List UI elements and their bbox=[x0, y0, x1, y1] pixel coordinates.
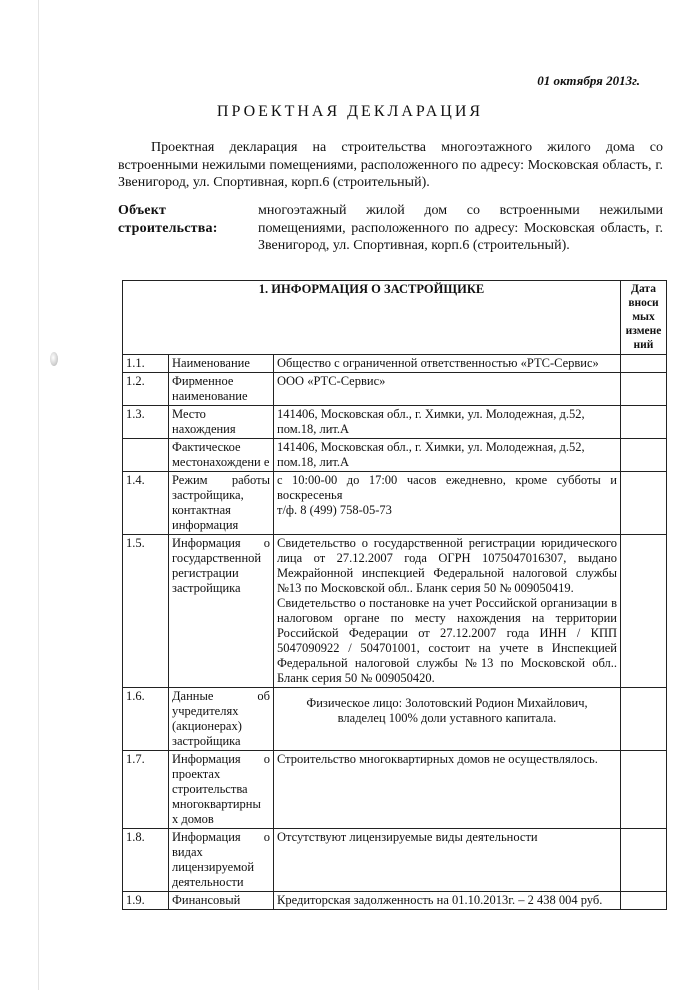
object-paragraph bbox=[118, 202, 663, 255]
row-name: Режим работы застройщика, контактная информация bbox=[169, 472, 274, 535]
row-name: Информация о государственной регистрации застройщика bbox=[169, 535, 274, 688]
row-number: 1.8. bbox=[123, 829, 169, 892]
row-value bbox=[274, 535, 621, 688]
table-row bbox=[123, 472, 667, 535]
row-date bbox=[621, 406, 667, 439]
row-date bbox=[621, 355, 667, 373]
row-number: 1.3. bbox=[123, 406, 169, 439]
object-label: Объект строительства: bbox=[118, 203, 218, 236]
row-value: 141406, Московская обл., г. Химки, ул. Молодежная, д.52, пом.18, лит.А bbox=[274, 439, 621, 472]
table-header-row bbox=[123, 281, 667, 355]
table-row bbox=[123, 439, 667, 472]
row-number: 1.5. bbox=[123, 535, 169, 688]
row-number: 1.1. bbox=[123, 355, 169, 373]
row-date bbox=[621, 688, 667, 751]
date-column-header: Дата вноси мых измене ний bbox=[621, 281, 667, 355]
table-row bbox=[123, 355, 667, 373]
table-row bbox=[123, 751, 667, 829]
table-row bbox=[123, 829, 667, 892]
row-date bbox=[621, 829, 667, 892]
table-row bbox=[123, 373, 667, 406]
row-name: Наименование bbox=[169, 355, 274, 373]
row-value-text-2: Свидетельство о постановке на учет Российской организации в налоговом органе по месту нахождения на территории Российской Федерации от 27.12.2007 года ИНН / КПП 5047090922 / 504701001, состоит на учете в Инспекцией Федеральной налоговой службы №13 по Московской обл.. Бланк серия 50 № 009050420. bbox=[277, 596, 617, 685]
table-row bbox=[123, 535, 667, 688]
row-value: Кредиторская задолженность на 01.10.2013г. – 2 438 004 руб. bbox=[274, 892, 621, 910]
row-date bbox=[621, 535, 667, 688]
document-title: ПРОЕКТНАЯ ДЕКЛАРАЦИЯ bbox=[216, 103, 484, 120]
row-value bbox=[274, 472, 621, 535]
row-value-phone: т/ф. 8 (499) 758-05-73 bbox=[277, 503, 392, 517]
section-title: 1. ИНФОРМАЦИЯ О ЗАСТРОЙЩИКЕ bbox=[123, 281, 621, 355]
row-value: 141406, Московская обл., г. Химки, ул. Молодежная, д.52, пом.18, лит.А bbox=[274, 406, 621, 439]
row-name: Место нахождения bbox=[169, 406, 274, 439]
row-date bbox=[621, 472, 667, 535]
row-value-text: с 10:00-00 до 17:00 часов ежедневно, кроме субботы и воскресенья bbox=[277, 473, 617, 502]
row-value: Физическое лицо: Золотовский Родион Михайлович, владелец 100% доли уставного капитала. bbox=[274, 688, 621, 751]
row-date bbox=[621, 751, 667, 829]
row-date bbox=[621, 373, 667, 406]
document-date: 01 октября 2013г. bbox=[537, 73, 640, 88]
intro-paragraph: Проектная декларация на строительства многоэтажного жилого дома со встроенными нежилыми помещениями, расположенного по адресу: Московская область, г. Звенигород, ул. Спортивная, корп.6 (строительный). bbox=[118, 140, 663, 190]
row-name: Данные об учредителях (акционерах) застройщика bbox=[169, 688, 274, 751]
scan-edge bbox=[38, 0, 39, 990]
row-value-text: Свидетельство о государственной регистрации юридического лица от 27.12.2007 года ОГРН 1075047016307, выдано Межрайонной инспекцией Федеральной налоговой службы №13 по Московской обл.. Бланк серия 50 № 009050419. bbox=[277, 536, 617, 595]
object-text: многоэтажный жилой дом со встроенными нежилыми помещениями, расположенного по адресу: Московская область, г. Звенигород, ул. Спортивная, корп.6 (строительный). bbox=[258, 203, 663, 253]
row-number: 1.6. bbox=[123, 688, 169, 751]
table-row bbox=[123, 406, 667, 439]
row-name: Фирменное наименование bbox=[169, 373, 274, 406]
table-row bbox=[123, 688, 667, 751]
binder-hole bbox=[50, 352, 58, 366]
row-value: Отсутствуют лицензируемые виды деятельности bbox=[274, 829, 621, 892]
row-name: Фактическое местонахождени е bbox=[169, 439, 274, 472]
row-value: Строительство многоквартирных домов не осуществлялось. bbox=[274, 751, 621, 829]
row-value: ООО «РТС-Сервис» bbox=[274, 373, 621, 406]
row-value: Общество с ограниченной ответственностью «РТС-Сервис» bbox=[274, 355, 621, 373]
row-name: Информация о проектах строительства многоквартирны х домов bbox=[169, 751, 274, 829]
table-row bbox=[123, 892, 667, 910]
row-number: 1.9. bbox=[123, 892, 169, 910]
row-number: 1.2. bbox=[123, 373, 169, 406]
row-number: 1.7. bbox=[123, 751, 169, 829]
row-number bbox=[123, 439, 169, 472]
row-date bbox=[621, 439, 667, 472]
row-date bbox=[621, 892, 667, 910]
row-name: Информация о видах лицензируемой деятельности bbox=[169, 829, 274, 892]
row-number: 1.4. bbox=[123, 472, 169, 535]
developer-info-table bbox=[122, 280, 667, 910]
row-name: Финансовый bbox=[169, 892, 274, 910]
